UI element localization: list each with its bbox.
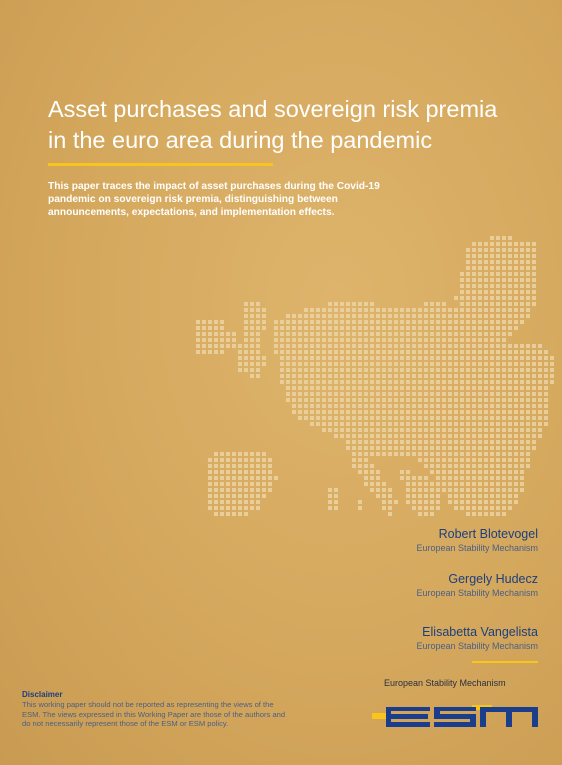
- title-line-1: Asset purchases and sovereign risk premia: [48, 96, 498, 122]
- author-name: Elisabetta Vangelista: [422, 625, 538, 639]
- disclaimer-line-2: ESM. The views expressed in this Working Paper are those of the authors and: [22, 709, 286, 719]
- disclaimer-line-3: do not necessarily represent those of the ESM or ESM policy.: [22, 719, 229, 729]
- author-affiliation: European Stability Mechanism: [416, 543, 538, 553]
- author-name: Robert Blotevogel: [438, 527, 538, 541]
- author-name: Gergely Hudecz: [448, 572, 538, 586]
- author-affiliation: European Stability Mechanism: [416, 588, 538, 598]
- disclaimer: [22, 690, 332, 729]
- title-line-2: in the euro area during the pandemic: [48, 127, 433, 153]
- disclaimer-heading: Disclaimer: [22, 690, 63, 699]
- author-affiliation: European Stability Mechanism: [416, 641, 538, 651]
- esm-logo: [372, 697, 540, 735]
- abstract-line-3: announcements, expectations, and implementation effects.: [48, 207, 335, 218]
- publisher-name: European Stability Mechanism: [384, 678, 506, 688]
- author-3: [416, 624, 538, 653]
- abstract-line-1: This paper traces the impact of asset purchases during the Covid-19: [48, 181, 380, 192]
- authors-underline: [472, 661, 538, 663]
- author-1: [416, 526, 538, 555]
- author-2: [416, 571, 538, 600]
- abstract-line-2: pandemic on sovereign risk premia, distinguishing between: [48, 194, 338, 205]
- disclaimer-line-1: This working paper should not be reported as representing the views of the: [22, 700, 274, 709]
